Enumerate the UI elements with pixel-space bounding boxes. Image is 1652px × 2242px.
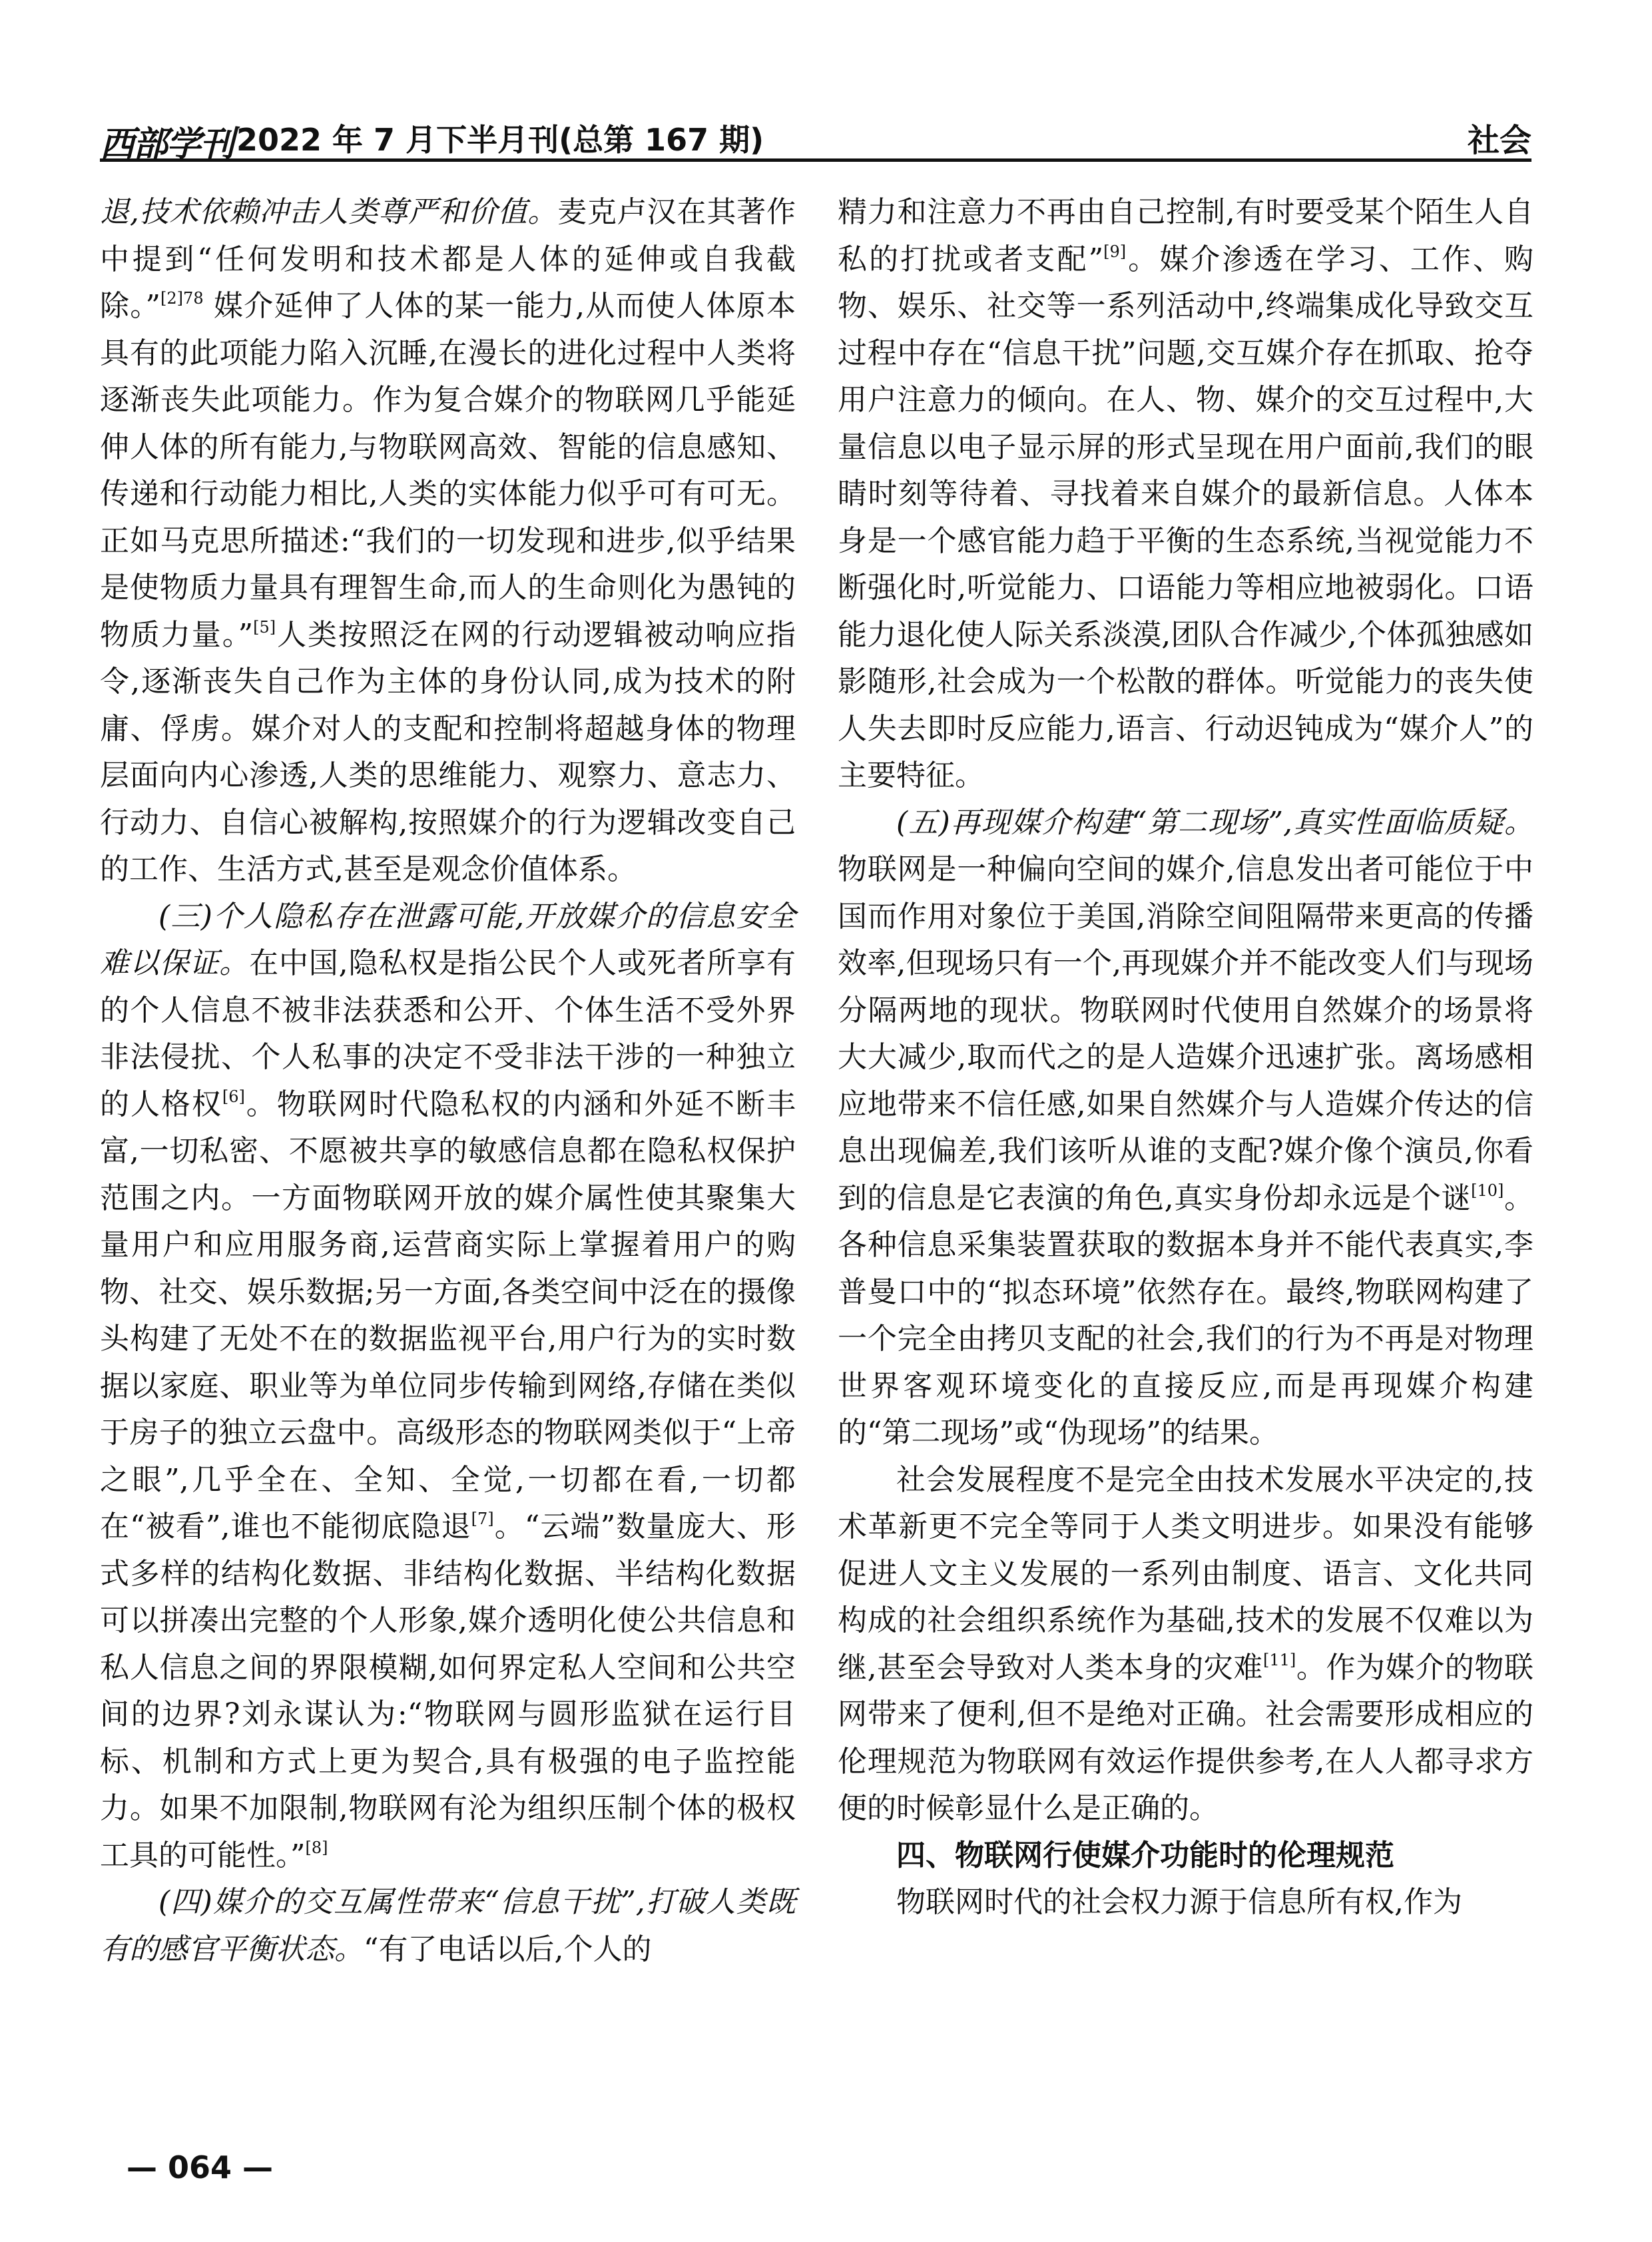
citation-ref: [10] bbox=[1471, 1181, 1504, 1200]
paragraph-text: “有了电话以后,个人的 bbox=[364, 1932, 652, 1966]
citation-ref: [7] bbox=[471, 1510, 494, 1528]
paragraph-text: 麦克卢汉在其著作中提到“任何发明和技术都是人体的延伸或自我截除。” bbox=[100, 195, 796, 323]
paragraph bbox=[100, 189, 796, 894]
page-number: — 064 — bbox=[127, 2149, 274, 2185]
issue-info: 2022 年 7 月下半月刊(总第 167 期) bbox=[236, 122, 764, 158]
paragraph-text: 媒介延伸了人体的某一能力,从而使人体原本具有的此项能力陷入沉睡,在漫长的进化过程中人类将逐渐丧失此项能力。作为复合媒介的物联网几乎能延伸人体的所有能力,与物联网高效、智能的信息感知、传递和行动能力相比,人类的实体能力似乎可有可无。正如马克思所描述:“我们的一切发现和进步,似乎结果是使物质力量具有理智生命,而人的生命则化为愚钝的物质力量。” bbox=[100, 289, 796, 652]
citation-ref: [11] bbox=[1262, 1650, 1296, 1669]
subheading-lead: (四)媒介的交互属性带来“信息干扰”,打破人类既有的感官平衡状态。 bbox=[100, 1885, 796, 1966]
citation-ref: [9] bbox=[1103, 242, 1127, 261]
running-header bbox=[100, 112, 1531, 162]
section-label: 社会 bbox=[1467, 122, 1531, 159]
subheading-lead: (五)再现媒介构建“第二现场”,真实性面临质疑。 bbox=[896, 805, 1533, 840]
citation-ref: [6] bbox=[222, 1087, 245, 1106]
paragraph-text: 人类按照泛在网的行动逻辑被动响应指令,逐渐丧失自己作为主体的身份认同,成为技术的附庸、俘虏。媒介对人的支配和控制将超越身体的物理层面向内心渗透,人类的思维能力、观察力、意志力、行动力、自信心被解构,按照媒介的行为逻辑改变自己的工作、生活方式,甚至是观念价值体系。 bbox=[100, 617, 796, 886]
paragraph bbox=[100, 1879, 796, 1973]
paragraph bbox=[100, 894, 796, 1880]
paragraph bbox=[838, 189, 1533, 800]
right-column bbox=[838, 189, 1533, 2107]
paragraph-text: 。物联网时代隐私权的内涵和外延不断丰富,一切私密、不愿被共享的敏感信息都在隐私权保护范围之内。一方面物联网开放的媒介属性使其聚集大量用户和应用服务商,运营商实际上掌握着用户的购物、社交、娱乐数据;另一方面,各类空间中泛在的摄像头构建了无处不在的数据监视平台,用户行为的实时数据以家庭、职业等为单位同步传输到网络,存储在类似于房子的独立云盘中。高级形态的物联网类似于“上帝之眼”,几乎全在、全知、全觉,一切都在看,一切都在“被看”,谁也不能彻底隐退 bbox=[100, 1087, 796, 1543]
section-heading: 四、物联网行使媒介功能时的伦理规范 bbox=[896, 1838, 1394, 1872]
subheading-lead: (三)个人隐私存在泄露可能,开放媒介的信息安全难以保证。 bbox=[100, 899, 796, 980]
paragraph-text: 。各种信息采集装置获取的数据本身并不能代表真实,李普曼口中的“拟态环境”依然存在。最终,物联网构建了一个完全由拷贝支配的社会,我们的行为不再是对物理世界客观环境变化的直接反应,而是再现媒介构建的“第二现场”或“伪现场”的结果。 bbox=[838, 1181, 1534, 1450]
citation-ref: [8] bbox=[305, 1838, 328, 1857]
paragraph-text: 社会发展程度不是完全由技术发展水平决定的,技术革新更不完全等同于人类文明进步。如果没有能够促进人文主义发展的一系列由制度、语言、文化共同构成的社会组织系统作为基础,技术的发展不仅难以为继,甚至会导致对人类本身的灾难 bbox=[838, 1462, 1533, 1685]
paragraph bbox=[838, 800, 1533, 1457]
paragraph-text: 。作为媒介的物联网带来了便利,但不是绝对正确。社会需要形成相应的伦理规范为物联网有效运作提供参考,在人人都寻求方便的时候彰显什么是正确的。 bbox=[838, 1650, 1533, 1825]
journal-logo: 西部学刊 bbox=[100, 124, 234, 164]
paragraph bbox=[838, 1879, 1533, 1926]
paragraph-text: 精力和注意力不再由自己控制,有时要受某个陌生人自私的打扰或者支配” bbox=[838, 195, 1533, 276]
citation-ref: [2]78 bbox=[160, 289, 204, 308]
paragraph-text: 。媒介渗透在学习、工作、购物、娱乐、社交等一系列活动中,终端集成化导致交互过程中存在“信息干扰”问题,交互媒介存在抓取、抢夺用户注意力的倾向。在人、物、媒介的交互过程中,大量信息以电子显示屏的形式呈现在用户面前,我们的眼睛时刻等待着、寻找着来自媒介的最新信息。人体本身是一个感官能力趋于平衡的生态系统,当视觉能力不断强化时,听觉能力、口语能力等相应地被弱化。口语能力退化使人际关系淡漠,团队合作减少,个体孤独感如影随形,社会成为一个松散的群体。听觉能力的丧失使人失去即时反应能力,语言、行动迟钝成为“媒介人”的主要特征。 bbox=[838, 242, 1534, 792]
paragraph-lead: 退,技术依赖冲击人类尊严和价值。 bbox=[100, 195, 558, 229]
paragraph-text: 在中国,隐私权是指公民个人或死者所享有的个人信息不被非法获悉和公开、个体生活不受外界非法侵扰、个人私事的决定不受非法干涉的一种独立的人格权 bbox=[100, 946, 796, 1121]
paragraph-text: 物联网是一种偏向空间的媒介,信息发出者可能位于中国而作用对象位于美国,消除空间阻隔带来更高的传播效率,但现场只有一个,再现媒介并不能改变人们与现场分隔两地的现状。物联网时代使用自然媒介的场景将大大减少,取而代之的是人造媒介迅速扩张。离场感相应地带来不信任感,如果自然媒介与人造媒介传达的信息出现偏差,我们该听从谁的支配?媒介像个演员,你看到的信息是它表演的角色,真实身份却永远是个谜 bbox=[838, 852, 1533, 1215]
paragraph-text: 。“云端”数量庞大、形式多样的结构化数据、非结构化数据、半结构化数据可以拼凑出完整的个人形象,媒介透明化使公共信息和私人信息之间的界限模糊,如何界定私人空间和公共空间的边界?刘永谋认为:“物联网与圆形监狱在运行目标、机制和方式上更为契合,具有极强的电子监控能力。如果不加限制,物联网有沦为组织压制个体的极权工具的可能性。” bbox=[100, 1510, 796, 1872]
paragraph-text: 物联网时代的社会权力源于信息所有权,作为 bbox=[896, 1885, 1462, 1919]
left-column bbox=[100, 189, 796, 2107]
citation-ref: [5] bbox=[253, 617, 276, 637]
paragraph bbox=[838, 1457, 1533, 1832]
